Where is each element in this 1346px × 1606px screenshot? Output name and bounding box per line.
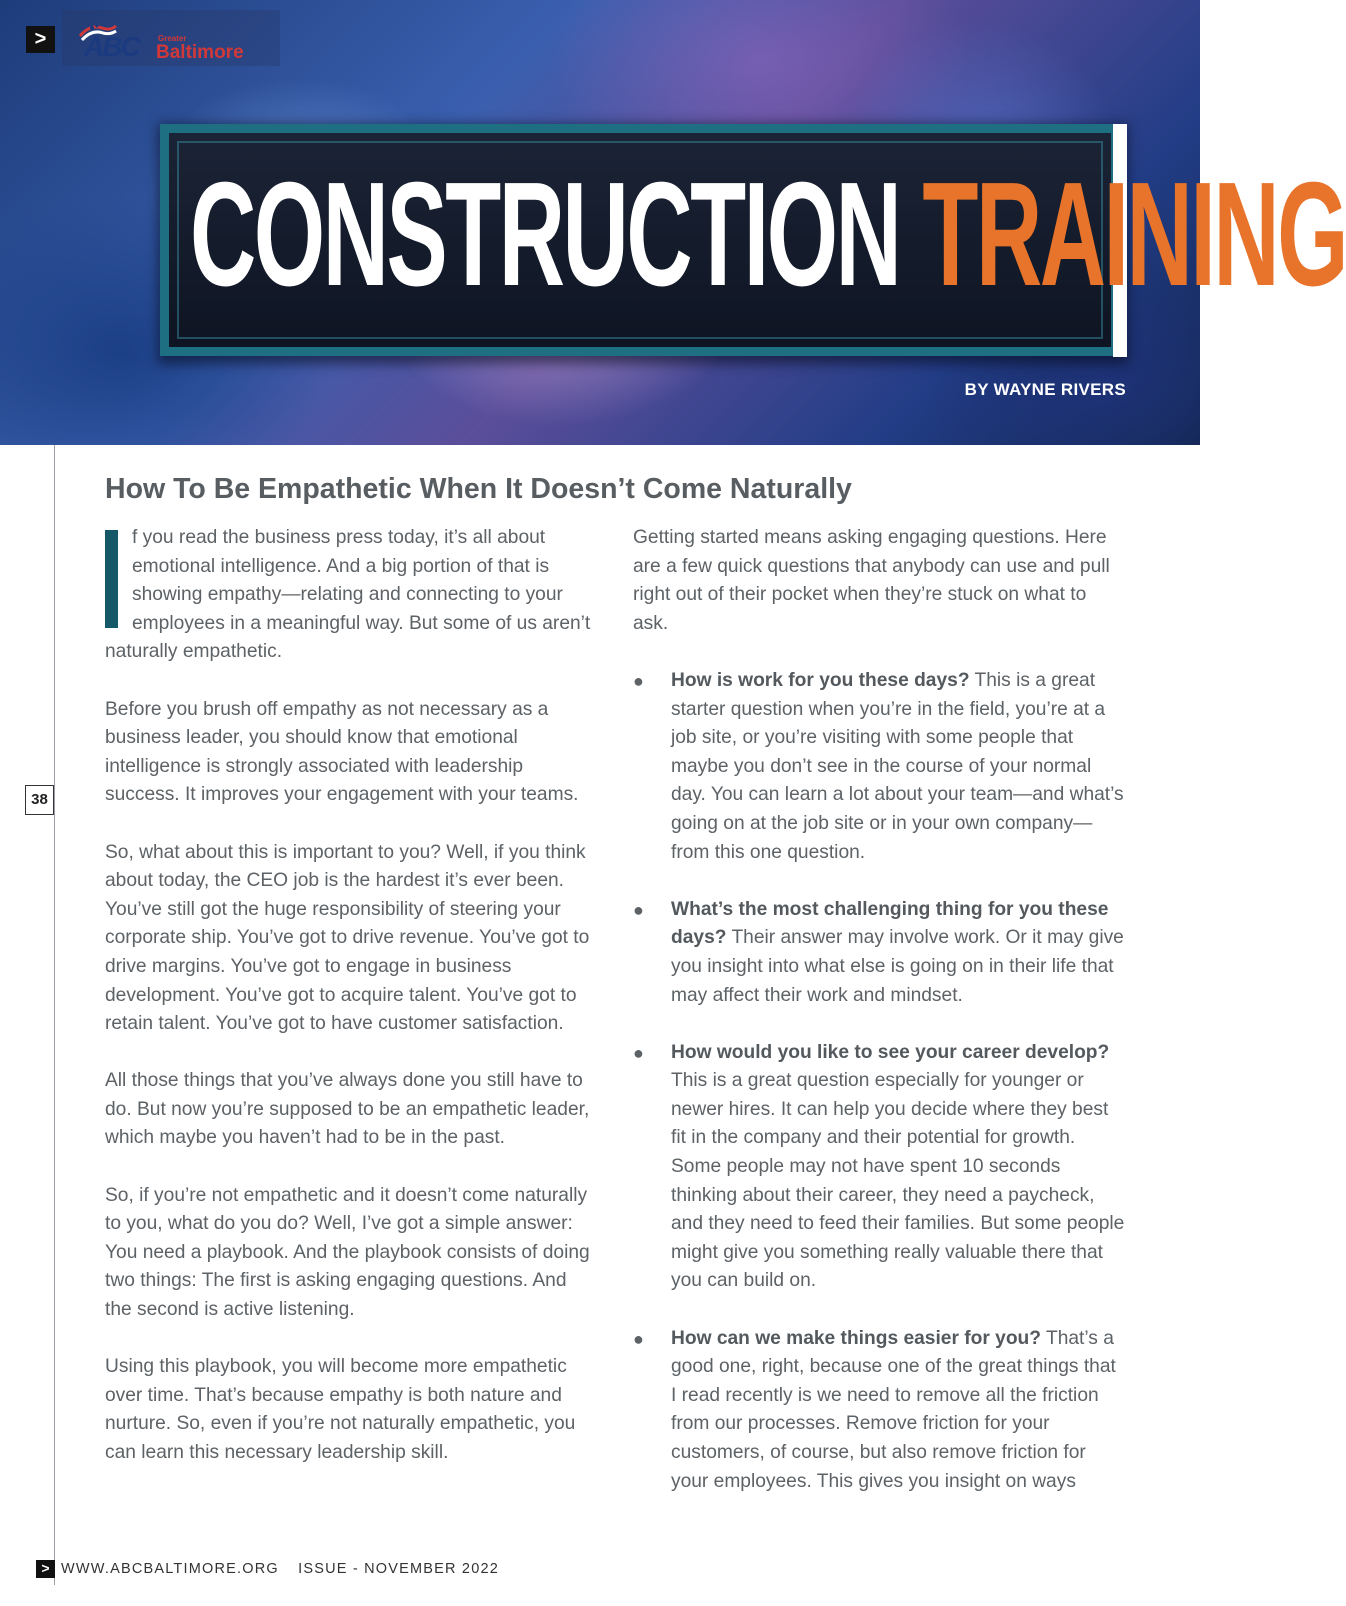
section-title (190, 152, 1346, 317)
paragraph-text: f you read the business press today, it’s all about emotional intelligence. And a big portion of that is showing empathy—relating and connecting to your employees in a meaningful way. But some of us aren’t naturally empathetic. (105, 527, 591, 663)
answer-text: This is a great starter question when you’re in the field, you’re at a job site, or you’re visiting with some people that maybe you don’t see in the course of your normal day. You can learn a lot about your team—and what’s going on at the job site or in your own company—from this one question. (671, 669, 1124, 863)
list-item (633, 1039, 1125, 1296)
question-text: How is work for you these days? (671, 669, 970, 691)
margin-rule (54, 445, 55, 1585)
footer (61, 1561, 499, 1577)
bullet-icon: ● (633, 670, 644, 691)
bullet-icon: ● (633, 1328, 644, 1349)
article-paragraph: Before you brush off empathy as not necessary as a business leader, you should know that emotional intelligence is strongly associated with leadership success. It improves your engagement with your teams. (105, 698, 579, 806)
list-item (633, 896, 1125, 1010)
byline: BY WAYNE RIVERS (964, 380, 1126, 399)
list-item (633, 1325, 1125, 1497)
logo-greater-text: Greater (158, 34, 187, 43)
logo-abc-text: ABC (84, 31, 139, 62)
answer-text: Their answer may involve work. Or it may give you insight into what else is going on in their life that may affect their work and mindset. (671, 927, 1124, 1006)
article-paragraph: So, if you’re not empathetic and it doesn’t come naturally to you, what do you do? Well, I’ve got a simple answer: You need a playbook. And the playbook consists of doing two things: The first is asking engaging questions. And the second is active listening. (105, 1184, 590, 1321)
page-number: 38 (25, 785, 54, 815)
answer-text: This is a great question especially for younger or newer hires. It can help you decide where they best fit in the company and their potential for growth. Some people may not have spent 10 seconds thinking about their career, they need a paycheck, and they need to feed their families. But some people might give you something really valuable there that you can build on. (671, 1070, 1125, 1292)
section-title-word2: TRAINING (922, 152, 1346, 317)
article-paragraph (105, 524, 595, 667)
question-text: How would you like to see your career develop? (671, 1041, 1110, 1063)
footer-issue: ISSUE - NOVEMBER 2022 (298, 1561, 499, 1577)
question-text: What’s the most challenging thing for you these days? (671, 898, 1109, 949)
logo-city-text: Baltimore (156, 42, 244, 63)
footer-site-link[interactable]: WWW.ABCBALTIMORE.ORG (61, 1561, 279, 1577)
article-paragraph: So, what about this is important to you? Well, if you think about today, the CEO job is the hardest it’s ever been. You’ve still got the huge responsibility of steering your corporate ship. You’ve got to drive revenue. You’ve got to drive margins. You’ve got to engage in business development. You’ve got to acquire talent. You’ve got to retain talent. You’ve got to have customer satisfaction. (105, 841, 590, 1035)
article-paragraph: All those things that you’ve always done you still have to do. But now you’re supposed to be an empathetic leader, which maybe you haven’t had to be in the past. (105, 1070, 590, 1149)
article-left-column (105, 524, 595, 1496)
article-paragraph: Using this playbook, you will become more empathetic over time. That’s because empathy is both nature and nurture. So, even if you’re not naturally empathetic, you can learn this necessary leadership skill. (105, 1356, 576, 1463)
drop-cap-bar (105, 530, 118, 628)
section-title-word1: CONSTRUCTION (190, 152, 900, 317)
arrow-right-icon[interactable]: > (26, 26, 55, 53)
bullet-icon: ● (633, 899, 644, 920)
article-paragraph: Getting started means asking engaging questions. Here are a few quick questions that anybody can use and pull right out of their pocket when they’re stuck on what to ask. (633, 527, 1110, 634)
bullet-icon: ● (633, 1042, 644, 1063)
question-text: How can we make things easier for you? (671, 1327, 1041, 1349)
hero-banner (0, 0, 1346, 445)
footer-arrow-icon[interactable]: > (36, 1560, 55, 1578)
list-item (633, 667, 1125, 867)
question-list (633, 667, 1125, 1496)
article-headline: How To Be Empathetic When It Doesn’t Come Naturally (105, 473, 852, 505)
answer-text: That’s a good one, right, because one of the great things that I read recently is we need to remove all the friction from our processes. Remove friction for your customers, of course, but also remove friction for your employees. This gives you insight on ways (671, 1327, 1116, 1492)
article-right-column (633, 524, 1125, 1525)
